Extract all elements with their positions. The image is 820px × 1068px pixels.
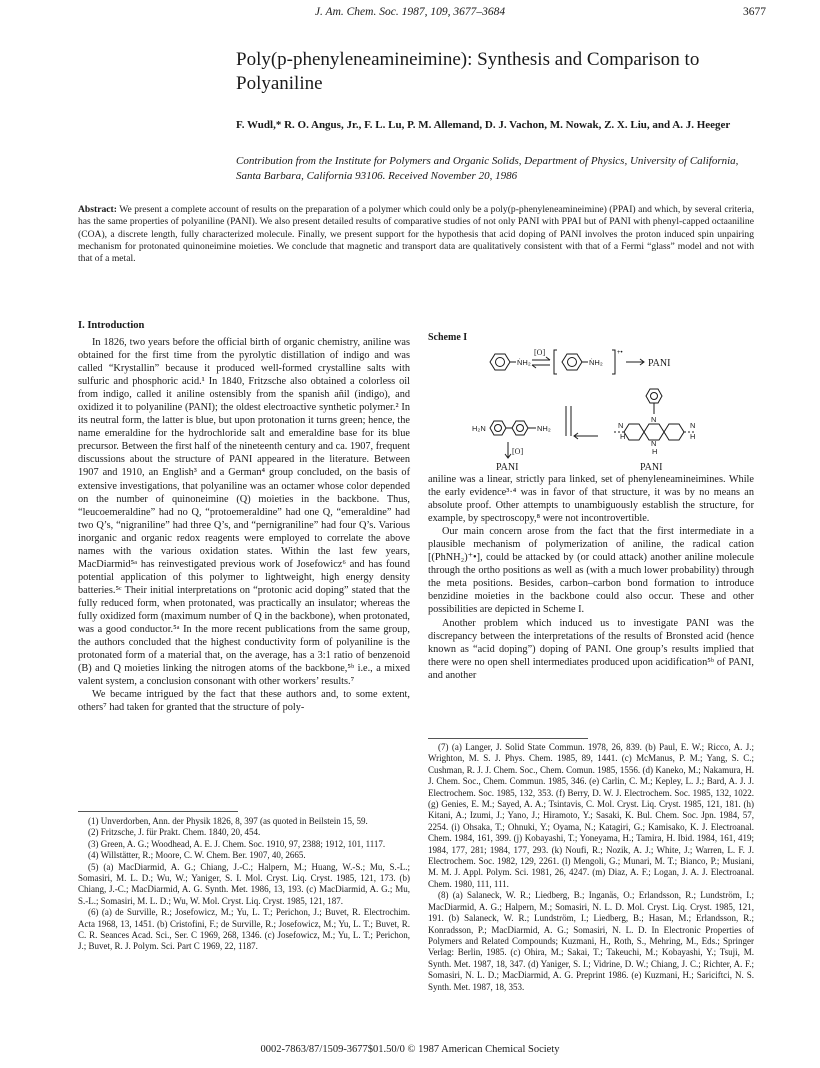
benzene-ring-icon <box>646 389 662 403</box>
footnote-divider <box>428 738 588 739</box>
down-arrow-icon <box>505 442 511 458</box>
footnote: (2) Fritzsche, J. für Prakt. Chem. 1840, 20, 454. <box>88 827 261 838</box>
running-head: J. Am. Chem. Soc. 1987, 109, 3677–3684 <box>314 6 506 18</box>
section-heading: I. Introduction <box>78 320 145 331</box>
article-title: Poly(p-phenyleneamineimine): Synthesis and Comparison to Polyaniline <box>236 49 700 94</box>
oxidant-label: [O] <box>534 348 546 357</box>
footnote: (1) Unverdorben, Ann. der Physik 1826, 8, 397 (as quoted in Beilstein 15, 59. <box>88 816 368 826</box>
svg-text:ṄH₂: ṄH₂ <box>517 358 531 367</box>
footnote: (5) (a) MacDiarmid, A. G.; Chiang, J.-C.; Halpern, M.; Huang, W.-S.; Mu, S.-L.; Somasiri, M. L. D.; Wu, W.; Yaniger, S. I. Mol. Cryst. Liq. Cryst. 1985, 121, 173. (b) Chiang, J.-C.; MacDiarmid, A. G. Synth. Met. 1986, 13, 193. (c) MacDiarmid, A. G.; Mu, S.-L.; Somasiri, M. L. D.; Wu, W. Mol. Cryst. Liq. Cryst. 1985, 121, 187. <box>78 861 410 906</box>
fused-ring-icon <box>624 424 684 440</box>
svg-text:N: N <box>651 415 657 424</box>
product-label: PANI <box>648 358 671 369</box>
svg-text:+•: +• <box>617 350 623 356</box>
svg-text:NH₂: NH₂ <box>537 424 551 433</box>
svg-text:N: N <box>618 421 624 430</box>
footnote: (3) Green, A. G.; Woodhead, A. E. J. Chem. Soc. 1910, 97, 2388; 1912, 101, 1117. <box>88 838 386 849</box>
svg-text:H: H <box>690 432 696 441</box>
footnote: (4) Willstätter, R.; Moore, C. W. Chem. Ber. 1907, 40, 2665. <box>88 850 306 861</box>
page-number: 3677 <box>743 6 766 18</box>
paragraph: Our main concern arose from the fact that the first intermediate in a plausible mechanism of polymerization of aniline, the radical cation [(PhNH₂)⁺•], could be attacked by (or could attack) another aniline molecule through the ortho positions as well as (with a much lower probability) through the meta positions. Besides, carbon–carbon bond formation to introduce benzidine moieties in the backbone could also occur. These and other possibilities are depicted in Scheme I. <box>428 526 754 616</box>
abstract <box>78 204 754 265</box>
scheme-caption-left: PANI <box>496 462 519 470</box>
abstract-text: We present a complete account of results on the preparation of a polymer which could only be a poly(p-phenyleneamineimine) (PPAI) and which, by several criteria, has the same properties of polyaniline (PANI). We also present detailed results of comparative studies of not only PANI with PPAI but of PANI with phenyl-capped octaaniline (COA), a discrete length, fully characterized molecule. Finally, we present support for the hypothesis that acid doping of PANI involves the proton induced spin unpairing mechanism for protonated quinoneimine moieties. We conclude that magnetic and transport data are qualitatively consistent with that of a Fermi “glass” model and not with that of a metal. <box>78 204 754 265</box>
affiliation: Contribution from the Institute for Polymers and Organic Solids, Department of Physics, University of California, Santa Barbara, California 93106. Received November 20, 1986 <box>236 155 739 182</box>
forward-arrow-icon <box>532 357 550 360</box>
arrow-icon <box>626 359 644 365</box>
scheme-label: Scheme I <box>428 332 468 343</box>
svg-text:N: N <box>651 439 657 448</box>
svg-text:ṄH₂: ṄH₂ <box>589 358 603 367</box>
benzene-ring-icon <box>562 354 582 370</box>
right-column-body <box>428 473 754 682</box>
scheme-figure <box>428 340 754 470</box>
svg-text:N: N <box>690 421 696 430</box>
paragraph: We became intrigued by the fact that these authors and, to some extent, others⁷ had taken for granted that the structure of poly- <box>78 689 410 714</box>
paragraph: aniline was a linear, strictly para linked, set of phenyleneamineimines. While the early evidence³·⁴ was in favor of that structure, it was by no means an absolute proof. Other attempts to unambiguously establish the structure, for example, by spectroscopy,⁸ were not incontrovertible. <box>428 474 754 525</box>
scheme-caption-right: PANI <box>640 462 663 470</box>
abstract-label: Abstract: <box>78 204 117 215</box>
footnote-divider <box>78 811 238 812</box>
footnote: (8) (a) Salaneck, W. R.; Liedberg, B.; Inganäs, O.; Erlandsson, R.; Lundström, I.; MacDiarmid, A. G.; Halpern, M.; Somasiri, N. L. D. Mol. Cryst. Liq. Cryst. 1985, 121, 191. (b) Salaneck, W. R.; Lundström, I.; Liedberg, B.; Hasan, M.; Erlandsson, R.; Konradsson, P.; MacDiarmid, A. G.; Somasiri, N. L. D. In Electronic Properties of Polymers and Related Compounds; Kuzmani, H., Roth, S., Mehring, M., Eds.; Springer Verlag: Berlin, 1985. (c) Ohira, M.; Sakai, T.; Takeuchi, M.; Kobayashi, Y.; Tsuji, M. Synth. Met. 1987, 18, 347. (d) Yaniger, S. I.; Vidrine, D. W.; Chiang, J. C.; Richter, A. F.; Somasiri, N. L. D.; MacDiarmid, A. G. Preprint 1986. (e) Kuzmani, H.; Sariciftci, N. S. Synth. Met. 1987, 18, 353. <box>428 890 754 992</box>
page-footer: 0002-7863/87/1509-3677$01.50/0 © 1987 American Chemical Society <box>260 1044 560 1055</box>
right-footnotes <box>428 742 754 993</box>
paragraph: Another problem which induced us to investigate PANI was the discrepancy between the interpretations of the results of Bronsted acid (hence known as “acid doping”) doping of PANI. One group’s results implied that there were no open shell intermediates produced upon acidification⁵ᵇ of PANI, and another <box>428 617 754 681</box>
svg-text:H: H <box>620 432 626 441</box>
footnote: (6) (a) de Surville, R.; Josefowicz, M.; Yu, L. T.; Perichon, J.; Buvet, R. Electrochim. Acta 1968, 13, 1451. (b) Cristofini, F.; de Surville, R.; Josefowicz, M.; Yu, L. T.; Buvet, R. C. R. Seances Acad. Sci., Ser. C 1969, 268, 1346. (c) Josefowicz, M.; Yu, L. T.; Perichon, J.; Buvet, R. J. Polym. Sci. Part C 1969, 22, 1187. <box>78 907 410 952</box>
benzene-ring-icon <box>512 421 528 435</box>
reverse-arrow-icon <box>532 365 550 368</box>
left-column-body <box>78 336 410 714</box>
benzene-ring-icon <box>490 421 506 435</box>
paragraph: In 1826, two years before the official birth of organic chemistry, aniline was obtained for the first time from the pyrolytic distillation of indigo and was called “Krystallin” because it produced well-formed crystalline salts with sulfuric and phosphoric acid.¹ In 1840, Fritzsche also obtained a colorless oil from indigo, called it aniline ostensibly from the spanish añil (indigo), and oxidized it to polyaniline (PANI); the oldest electroactive synthetic polymer.² In its neutral form, the latter is blue, but upon protonation it turns green; hence, the name emeraldine for the hydrochloride salt and emeraldine base for its blue precursor. Between the first half of the nineteenth century and ca. 1907, frequent discussions about the structure of PANI appeared in the literature. Between 1907 and 1910, an English³ and a German⁴ group concluded, on the basis of extensive investigations, that polyaniline was an octamer whose color depended on the number of quinoneimine (Q) moieties in the backbone. Thus, “leucoemeraldine” had no Q, “protoemeraldine” had one Q, “emeraldine” had two Q’s, “nigraniline” had three Q’s, and “pernigraniline” had four Q’s. Various inorganic and organic redox reagents were employed to correlate the above names with the various oxidation states. Within the last few years, MacDiarmid⁵ᵃ has reinvestigated previous work of Josefowicz⁶ and has found potential application of this polymer to lightweight, high energy density batteries.⁵ᶜ Their initial interpretations on “protonic acid doping” stated that the fully reduced form, when protonated, was practically an insulator; whereas the fully oxidized form (maximum number of Q in the backbone), when protonated, was a good conductor.⁵ᵃ In the more recent publications from the same group, the authors concluded that the highest conductivity form of polyaniline is the protonated form of a material that, on the average, has a 3:1 ratio of benzenoid (B) and Q moieties linking the nitrogen atoms of the backbone,⁵ᵇ i.e., a mixed valent system, a conclusion consonant with other workers’ results.⁷ <box>78 337 410 688</box>
svg-text:H: H <box>652 447 658 456</box>
oxidant-label-lower: [O] <box>512 447 524 456</box>
arrow-icon <box>574 433 598 439</box>
left-footnotes <box>78 816 410 953</box>
footnote: (7) (a) Langer, J. Solid State Commun. 1978, 26, 839. (b) Paul, E. W.; Ricco, A. J.; Wrighton, M. S. J. Phys. Chem. 1985, 89, 1441. (c) McManus, P. M.; Yang, S. C.; Cushman, R. J. J. Chem. Soc., Chem. Comun. 1985, 1556. (d) Kaneko, M.; Nakamura, H. J. Chem. Soc., Chem. Commun. 1985, 346. (e) Carlin, C. M.; Kepley, L. J.; Bard, A. J. J. Electrochem. Soc. 1985, 132, 353. (f) Berry, D. W. J. Electrochem. Soc. 1985, 132, 1022. (g) Genies, E. M.; Sayed, A. A.; Tsintavis, C. Mol. Cryst. Liq. Cryst. 1985, 121, 181. (h) Kitani, A.; Izumi, J.; Yano, J.; Hiramoto, Y.; Sasaki, K. Bul. Chem. Soc. Jpn. 1984, 57, 2254. (i) Ohsaka, T.; Ohnuki, Y.; Oyama, N.; Katagiri, G.; Kamisako, K. J. Electroanal. Chem. 1984, 161, 399. (j) Kobayashi, T.; Yoneyama, H.; Tamira, H. Ibid. 1984, 161, 419; 1984, 177, 281; 1984, 177, 293. (k) Noufi, R.; Nozik, A. J.; White, J.; Warren, L. F. J. Electrochem. Soc. 1982, 129, 2261. (l) Mengoli, G.; Munari, M. T.; Bianco, P.; Musiani, M. M. J. Appl. Polym. Sci. 1981, 26, 4247. (m) Diaz, A. F.; Logan, J. A. J. Electroanal. Chem. 1980, 111, 111. <box>428 742 754 889</box>
benzene-ring-icon <box>490 354 510 370</box>
svg-text:H₂N: H₂N <box>472 424 486 433</box>
author-list: F. Wudl,* R. O. Angus, Jr., F. L. Lu, P. M. Allemand, D. J. Vachon, M. Nowak, Z. X. Liu, and A. J. Heeger <box>236 119 731 131</box>
